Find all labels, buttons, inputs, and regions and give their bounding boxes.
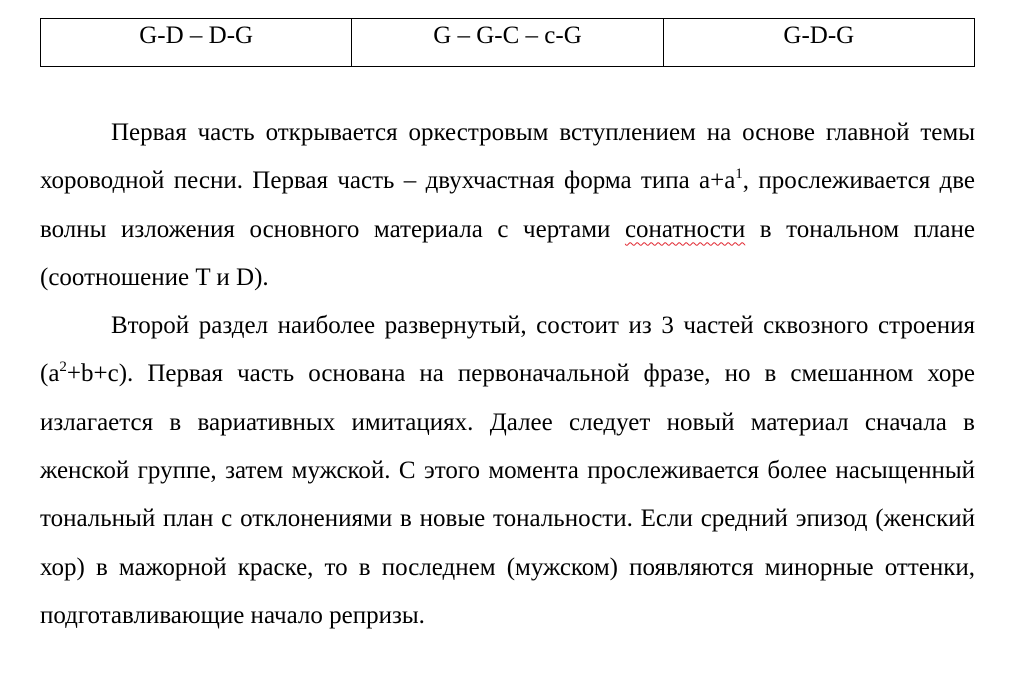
- superscript: 2: [59, 359, 67, 376]
- document-body: [40, 109, 975, 640]
- table-cell-part-3: G-D-G: [663, 19, 974, 67]
- table-cell-part-2: G – G-C – c-G: [352, 19, 663, 67]
- paragraph-text: в тональном плане (соотношение T и D).: [40, 215, 976, 291]
- tonal-plan-table: [40, 18, 975, 67]
- paragraph-text: +b+c). Первая часть основана на первоначальной фразе, но в смешанном хоре излагается в вариативных имитациях. Далее следует новый материал сначала в женской группе, затем мужской. С этого момента прослеживается более насыщенный тональный план с отклонениями в новые тональности. Если средний эпизод (женский хор) в мажорной краске, то в последнем (мужском) появляются минорные оттенки, подготавливающие начало репризы.: [40, 360, 975, 629]
- superscript: 1: [735, 166, 743, 183]
- paragraph-text: Второй раздел наиболее развернутый, состоит из 3 частей сквозного строения (a: [40, 312, 975, 388]
- spellcheck-flagged-word[interactable]: сонатности: [624, 215, 746, 243]
- paragraph-text: Первая часть открывается оркестровым вступлением на основе главной темы хороводной песни. Первая часть – двухчастная форма типа a+a: [40, 119, 975, 195]
- table-cell-part-1: G-D – D-G: [41, 19, 352, 67]
- paragraph-first-part: [40, 109, 975, 302]
- table-row: [41, 19, 975, 67]
- paragraph-second-section: [40, 302, 975, 640]
- paragraph-text: , прослеживается две волны изложения основного материала с чертами: [40, 167, 975, 243]
